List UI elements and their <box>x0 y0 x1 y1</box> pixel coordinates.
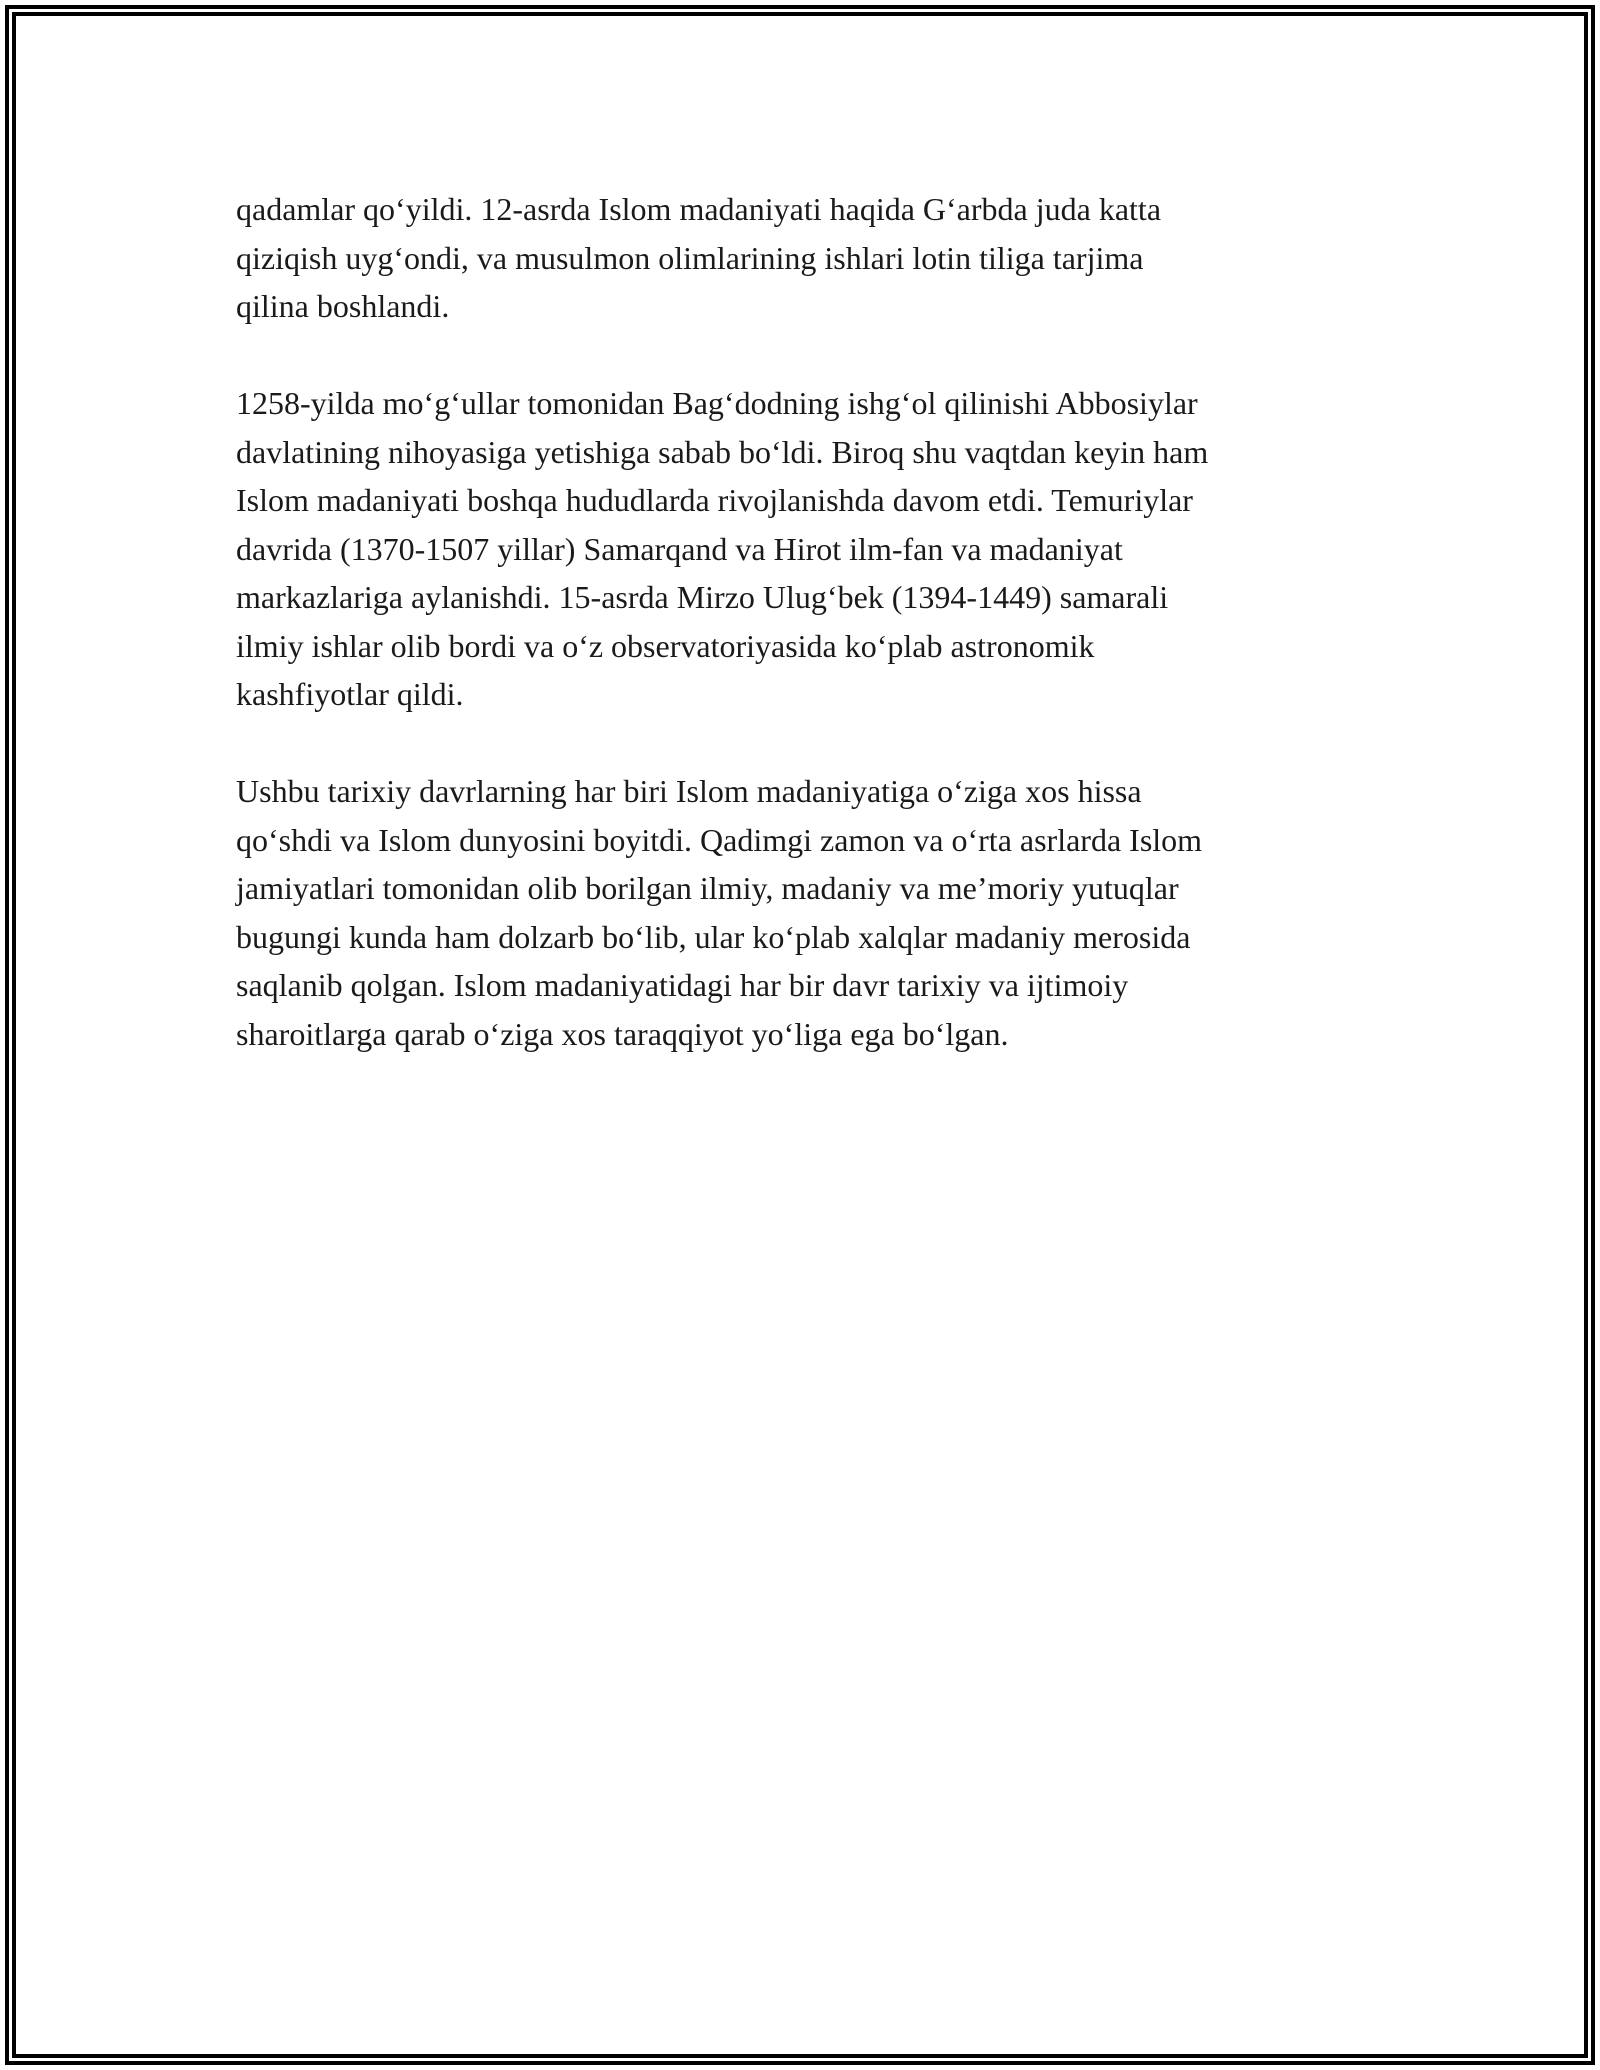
text-line: ilmiy ishlar olib bordi va o‘z observatoriyasida ko‘plab astronomik <box>236 627 1095 664</box>
document-body <box>236 185 1376 1107</box>
text-line: davlatining nihoyasiga yetishiga sabab bo‘ldi. Biroq shu vaqtdan keyin ham <box>236 433 1209 470</box>
paragraph <box>236 379 1376 719</box>
text-line: bugungi kunda ham dolzarb bo‘lib, ular ko‘plab xalqlar madaniy merosida <box>236 918 1191 955</box>
text-line: saqlanib qolgan. Islom madaniyatidagi har bir davr tarixiy va ijtimoiy <box>236 967 1129 1003</box>
paragraph <box>236 767 1376 1058</box>
text-line: Islom madaniyati boshqa hududlarda rivojlanishda davom etdi. Temuriylar <box>236 482 1193 518</box>
text-line: qilina boshlandi. <box>236 288 450 324</box>
text-line: Ushbu tarixiy davrlarning har biri Islom madaniyatiga o‘ziga xos hissa <box>236 773 1142 809</box>
text-line: 1258-yilda mo‘g‘ullar tomonidan Bag‘dodning ishg‘ol qilinishi Abbosiylar <box>236 385 1198 421</box>
text-line: qo‘shdi va Islom dunyosini boyitdi. Qadimgi zamon va o‘rta asrlarda Islom <box>236 821 1203 858</box>
text-line: davrida (1370-1507 yillar) Samarqand va Hirot ilm-fan va madaniyat <box>236 530 1123 567</box>
text-line: sharoitlarga qarab o‘ziga xos taraqqiyot yo‘liga ega bo‘lgan. <box>236 1015 1009 1052</box>
text-line: qadamlar qo‘yildi. 12-asrda Islom madaniyati haqida G‘arbda juda katta <box>236 191 1162 227</box>
text-line: markazlariga aylanishdi. 15-asrda Mirzo Ulug‘bek (1394-1449) samarali <box>236 579 1169 615</box>
text-line: jamiyatlari tomonidan olib borilgan ilmiy, madaniy va me’moriy yutuqlar <box>236 870 1179 906</box>
paragraph <box>236 185 1376 331</box>
text-line: kashfiyotlar qildi. <box>236 676 464 712</box>
text-line: qiziqish uyg‘ondi, va musulmon olimlarining ishlari lotin tiliga tarjima <box>236 239 1144 276</box>
